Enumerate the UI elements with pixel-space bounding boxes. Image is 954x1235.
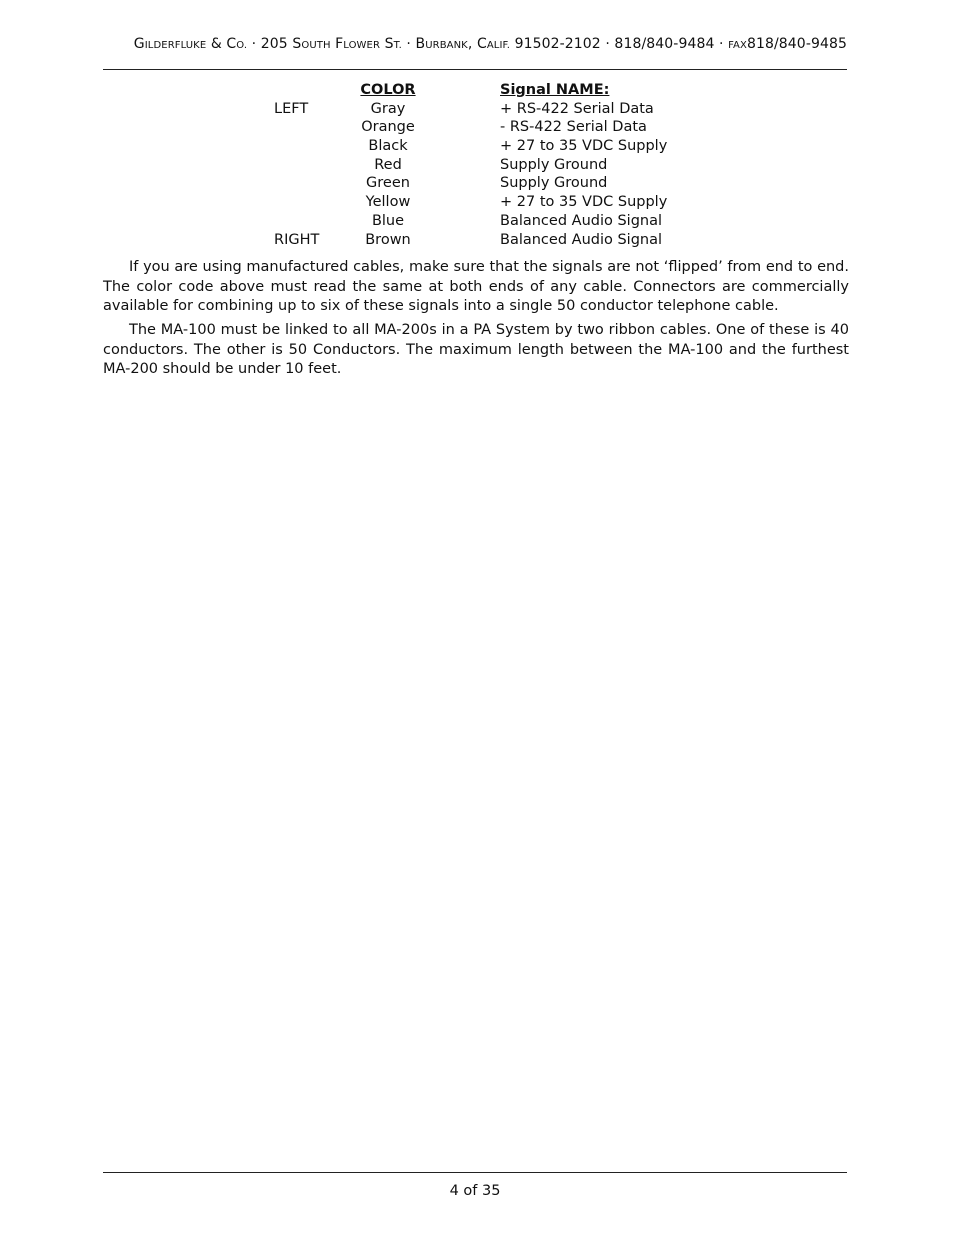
wire-color: Red <box>374 156 402 173</box>
side-label: LEFT <box>274 100 309 117</box>
wire-color: Blue <box>371 212 405 229</box>
table-row <box>0 156 954 175</box>
color-column-header: COLOR <box>360 82 416 98</box>
signal-name: + RS-422 Serial Data <box>500 100 654 117</box>
signal-column-header: Signal NAME: <box>500 82 610 98</box>
table-row <box>0 100 954 119</box>
signal-name: + 27 to 35 VDC Supply <box>500 138 668 155</box>
page-header <box>103 36 847 52</box>
wire-color: Brown <box>365 231 411 248</box>
wire-color: Gray <box>370 100 406 117</box>
header-divider <box>103 69 847 70</box>
table-header-row <box>0 81 954 100</box>
wire-color-table <box>0 81 954 249</box>
table-row <box>0 212 954 231</box>
signal-name: Supply Ground <box>500 175 608 192</box>
wire-color: Orange <box>361 119 415 136</box>
page-number: 4 of 35 <box>449 1183 501 1199</box>
table-row <box>0 137 954 156</box>
body-paragraph-ribbon-cables: The MA-100 must be linked to all MA-200s in a PA System by two ribbon cables. One of these is 40 conductors. The other is 50 Conductors. The maximum length between the MA-100 and the furthest MA-200 should be under 10 feet. <box>103 322 849 377</box>
header-text: GILDERFLUKE & CO. · 205 SOUTH FLOWER ST. · BURBANK, CALIF. 91502-2102 · 818/840-9484 · FAX818/840-9485 <box>133 36 847 52</box>
signal-name: Supply Ground <box>500 156 608 173</box>
signal-name: - RS-422 Serial Data <box>500 119 647 136</box>
body-paragraph-cables: If you are using manufactured cables, make sure that the signals are not ‘flipped’ from end to end. The color code above must read the same at both ends of any cable. Connectors are commercially available for combining up to six of these signals into a single 50 conductor telephone cable. <box>103 259 849 314</box>
signal-name: Balanced Audio Signal <box>500 231 663 248</box>
signal-name: Balanced Audio Signal <box>500 212 663 229</box>
table-row <box>0 193 954 212</box>
wire-color: Green <box>366 175 410 192</box>
footer-divider <box>103 1172 847 1173</box>
table-row <box>0 231 954 250</box>
wire-color: Black <box>368 138 408 155</box>
wire-color: Yellow <box>365 194 411 211</box>
table-row <box>0 118 954 137</box>
table-row <box>0 174 954 193</box>
signal-name: + 27 to 35 VDC Supply <box>500 194 668 211</box>
side-label: RIGHT <box>274 231 320 248</box>
